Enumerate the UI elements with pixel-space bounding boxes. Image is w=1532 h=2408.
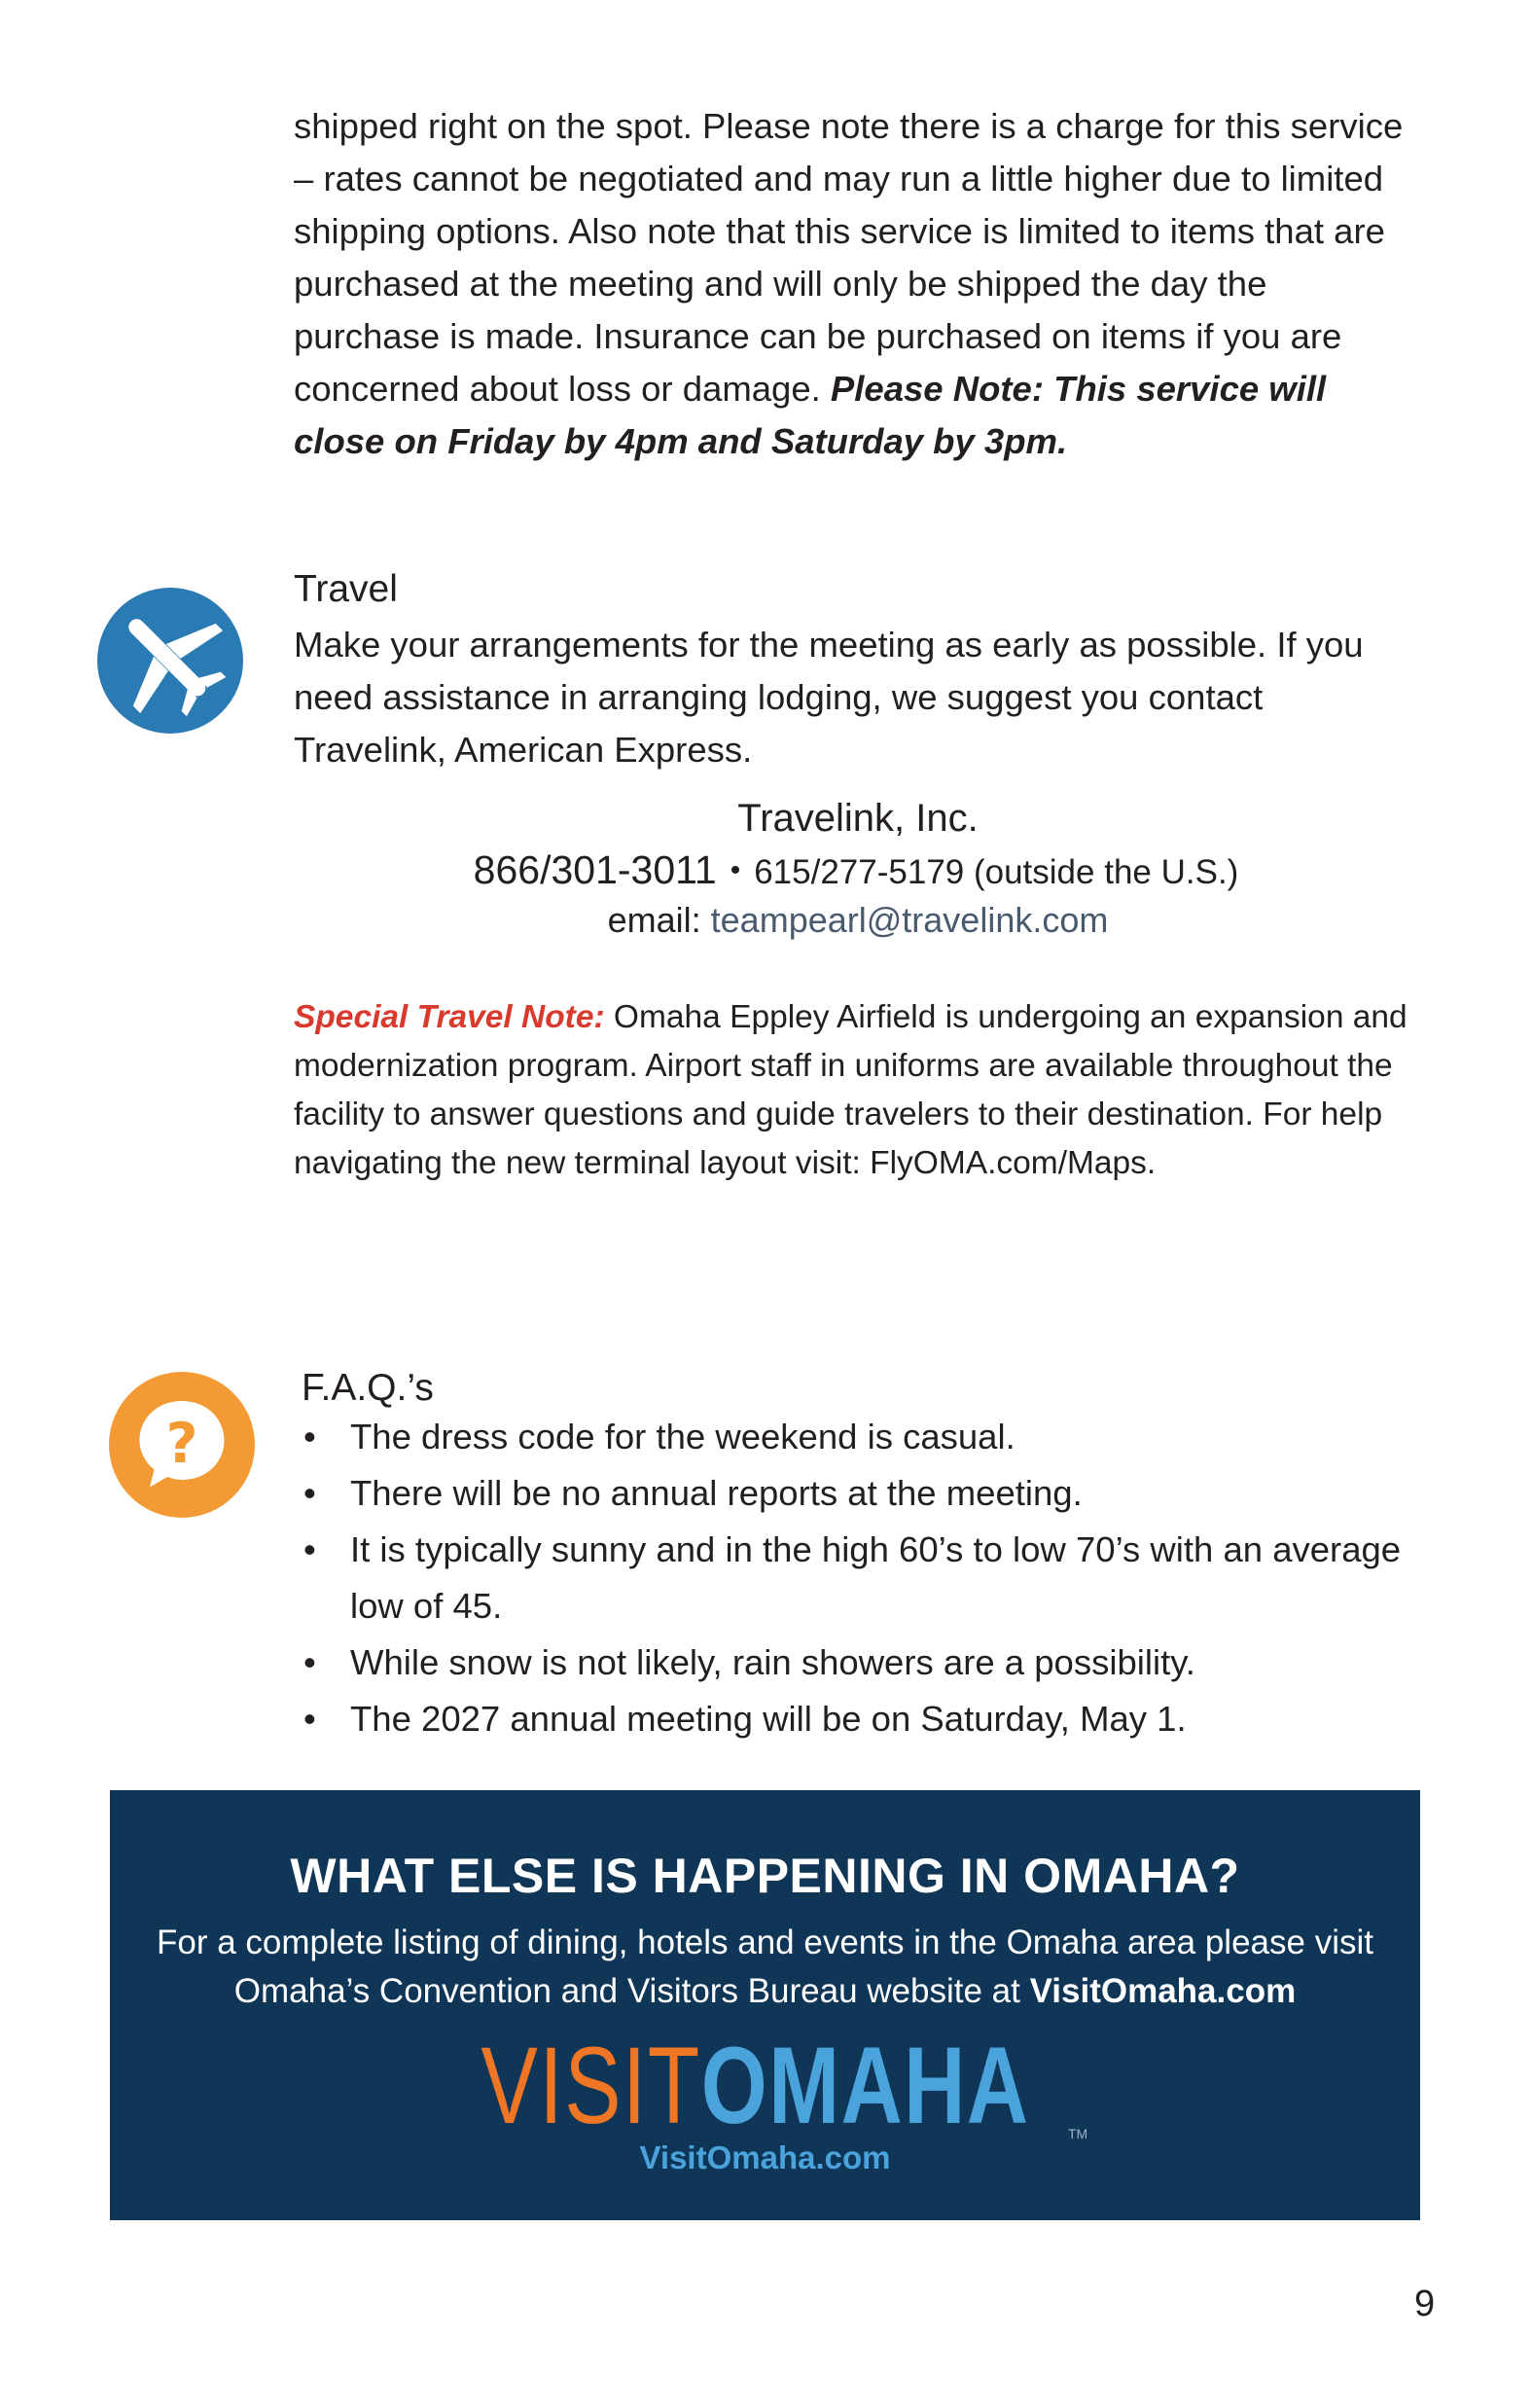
travel-agency-name: Travelink, Inc. (737, 797, 979, 840)
faq-item: • It is typically sunny and in the high 60’s to low 70’s with an average low of 45. (303, 1522, 1422, 1635)
travel-heading: Travel (294, 568, 398, 610)
special-travel-note (294, 993, 1422, 1188)
email-label: email: (607, 900, 711, 940)
logo-wordmark (481, 2025, 1030, 2146)
visit-omaha-logo (110, 2025, 1420, 2146)
banner-text (149, 1919, 1381, 2016)
omaha-banner (110, 1790, 1420, 2220)
intro-paragraph: shipped right on the spot. Please note there is a charge for this service – rates cannot be negotiated and may run a little higher due to limited shipping options. Also note that this service is limited to items that are purchased at the meeting and will only be shipped the day the purchase is made. Insurance can be purchased on items if you are concerned about loss or damage. (294, 106, 1404, 409)
faq-item: • While snow is not likely, rain showers are a possibility. (303, 1635, 1422, 1691)
svg-text:?: ? (165, 1412, 198, 1476)
logo-trademark: TM (1067, 2126, 1088, 2141)
phone-main[interactable]: 866/301-3011 (473, 847, 717, 892)
faq-heading: F.A.Q.’s (302, 1367, 434, 1409)
page-number: 9 (1414, 2283, 1436, 2324)
special-travel-note-label: Special Travel Note: (294, 999, 605, 1035)
logo-omaha: OMAHA (700, 2025, 1030, 2146)
faq-item: • There will be no annual reports at the meeting. (303, 1465, 1422, 1522)
question-bubble-icon (109, 1372, 255, 1518)
phone-international[interactable]: 615/277-5179 (outside the U.S.) (754, 853, 1239, 891)
email-link[interactable]: teampearl@travelink.com (710, 900, 1109, 940)
airplane-icon (97, 588, 243, 734)
service-closing-note: Please Note: This service will close on Friday by 4pm and Saturday by 3pm. (294, 369, 1327, 461)
banner-title: WHAT ELSE IS HAPPENING IN OMAHA? (290, 1849, 1240, 1903)
banner-description: For a complete listing of dining, hotels and events in the Omaha area please visit Omaha’s Convention and Visitors Bureau website at (157, 1923, 1373, 2010)
travel-description: Make your arrangements for the meeting as early as possible. If you need assistance in arranging lodging, we suggest you contact Travelink, American Express. (294, 625, 1364, 770)
logo-url[interactable]: VisitOmaha.com (639, 2139, 891, 2175)
faq-item: • The 2027 annual meeting will be on Saturday, May 1. (303, 1691, 1422, 1747)
special-travel-note-text: Omaha Eppley Airfield is undergoing an expansion and modernization program. Airport staff in uniforms are available throughout the facility to answer questions and guide travelers to their destination. For help navigating the new terminal layout visit: FlyOMA.com/Maps. (294, 999, 1407, 1181)
travel-email (294, 895, 1422, 946)
faq-list (303, 1409, 1422, 1747)
faq-item: • The dress code for the weekend is casual. (303, 1409, 1422, 1465)
logo-visit: VISIT (481, 2025, 701, 2146)
intro-text (294, 100, 1422, 468)
phone-separator: • (730, 854, 741, 886)
banner-site-link[interactable]: VisitOmaha.com (1029, 1972, 1297, 2010)
